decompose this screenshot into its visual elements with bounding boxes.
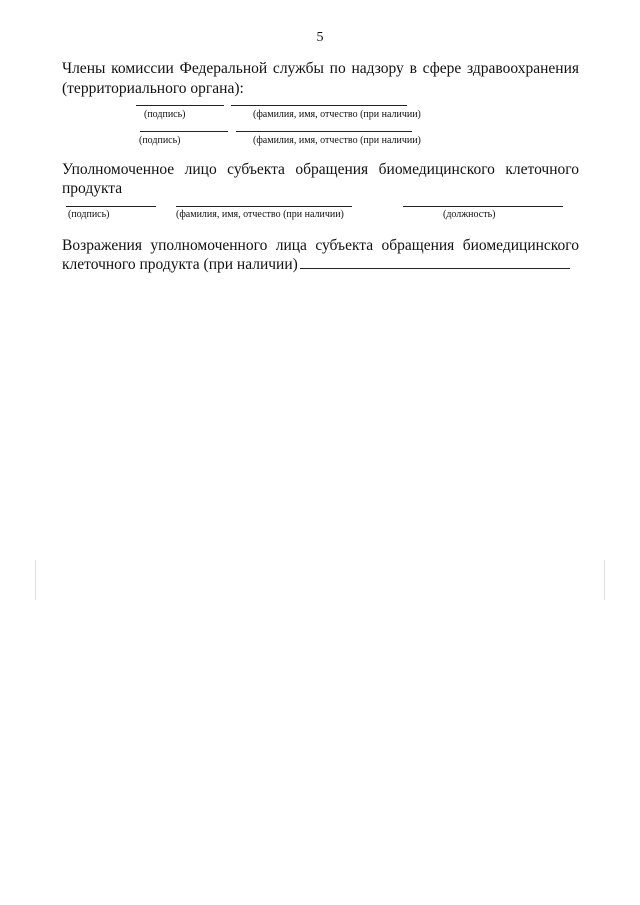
objections-line2-wrapper [62,255,579,274]
representative-name-caption: (фамилия, имя, отчество (при наличии) [176,209,344,220]
objections-fill-line[interactable] [300,267,570,269]
commission-heading-line2: (территориального органа): [62,80,244,97]
commission-name-caption-2: (фамилия, имя, отчество (при наличии) [253,135,421,146]
objections-line2-text: клеточного продукта (при наличии) [62,256,298,273]
commission-name-line-2[interactable] [236,131,412,132]
representative-name-line[interactable] [176,206,352,207]
commission-name-line-1[interactable] [231,105,407,106]
representative-heading-line2: продукта [62,180,123,197]
representative-position-line[interactable] [403,206,563,207]
commission-signature-caption-2: (подпись) [139,135,181,146]
scan-artifact-left [35,560,36,600]
representative-heading-line1: Уполномоченное лицо субъекта обращения биомедицинского клеточного [62,161,579,178]
commission-signature-caption-1: (подпись) [144,109,186,120]
commission-heading-line1: Члены комиссии Федеральной службы по надзору в сфере здравоохранения [62,60,579,77]
commission-signature-line-2[interactable] [140,131,228,132]
commission-signature-line-1[interactable] [136,105,224,106]
scan-artifact-right [604,560,605,600]
objections-line1: Возражения уполномоченного лица субъекта обращения биомедицинского [62,237,579,254]
representative-signature-caption: (подпись) [68,209,110,220]
representative-position-caption: (должность) [443,209,496,220]
representative-signature-line[interactable] [66,206,156,207]
page-number: 5 [316,30,324,45]
commission-name-caption-1: (фамилия, имя, отчество (при наличии) [253,109,421,120]
